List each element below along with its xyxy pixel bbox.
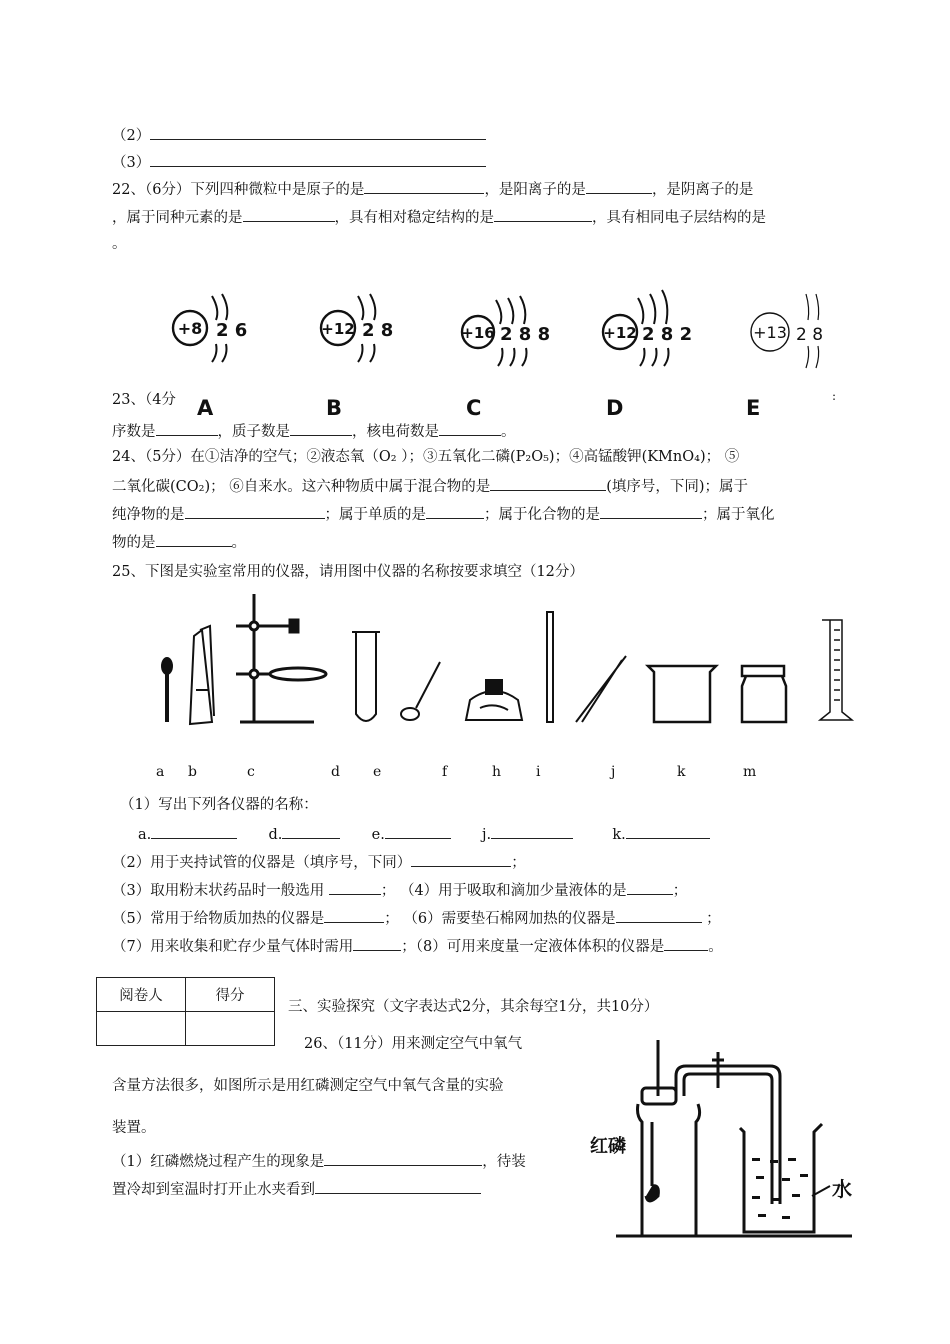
answer-blank[interactable] xyxy=(411,851,511,867)
atom-label-a: A xyxy=(197,396,214,420)
medicine-spoon-drawing xyxy=(401,662,440,720)
q25-sub-2: （2）用于夹持试管的仪器是（填序号，下同） ； xyxy=(112,851,526,873)
q23-line-1: 23、（4分 xyxy=(112,392,176,408)
atom-e-shells: 2 8 xyxy=(796,325,824,345)
answer-blank[interactable] xyxy=(151,823,237,839)
answer-blank[interactable] xyxy=(353,935,401,951)
atom-c-shells: 2 8 8 xyxy=(500,324,551,345)
q22-line-3: 。 xyxy=(112,236,127,252)
answer-blank[interactable] xyxy=(490,475,606,491)
answer-blank[interactable] xyxy=(324,1150,482,1166)
alcohol-lamp-drawing xyxy=(466,680,522,720)
instrument-label-i: i xyxy=(536,764,541,780)
stray-mark: : xyxy=(832,389,837,403)
answer-blank[interactable] xyxy=(282,823,340,839)
answer-blank[interactable] xyxy=(150,151,486,167)
q21-line-2: （2） xyxy=(112,124,486,146)
instrument-label-m: m xyxy=(743,764,757,780)
answer-blank[interactable] xyxy=(626,823,710,839)
atom-b-nucleus: +12 xyxy=(321,320,355,338)
q21-line-3: （3） xyxy=(112,151,486,173)
answer-blank[interactable] xyxy=(243,206,335,222)
q26-line-5: 置冷却到室温时打开止水夹看到 xyxy=(112,1178,481,1200)
score-cell[interactable] xyxy=(186,1012,275,1046)
answer-blank[interactable] xyxy=(364,178,484,194)
answer-blank[interactable] xyxy=(586,178,652,194)
atom-d-nucleus: +12 xyxy=(603,324,637,342)
q26-line-3: 装置。 xyxy=(112,1120,156,1136)
gas-collecting-bottle-drawing xyxy=(742,666,786,722)
atom-label-d: D xyxy=(606,396,624,420)
atom-a-nucleus: +8 xyxy=(177,319,203,338)
instrument-label-k: k xyxy=(677,764,686,780)
atom-c-drawing xyxy=(460,290,560,370)
atom-b-shells: 2 8 xyxy=(362,320,394,341)
instrument-label-f: f xyxy=(442,764,448,780)
answer-blank[interactable] xyxy=(600,503,702,519)
answer-blank[interactable] xyxy=(329,879,381,895)
atom-a-shells: 2 6 xyxy=(216,320,248,341)
answer-blank[interactable] xyxy=(439,420,501,436)
beaker-drawing xyxy=(648,666,716,722)
q22-line-1: 22、（6分）下列四种微粒中是原子的是 ，是阳离子的是 ，是阴离子的是 xyxy=(112,178,753,200)
q24-line-4: 物的是 。 xyxy=(112,531,246,553)
atom-diagram-c xyxy=(460,290,560,370)
red-phosphorus-apparatus xyxy=(586,1036,858,1246)
q25-sub-1: （1）写出下列各仪器的名称： xyxy=(120,797,318,813)
answer-blank[interactable] xyxy=(290,420,352,436)
q24-line-3: 纯净物的是 ；属于单质的是 ；属于化合物的是 ；属于氧化 xyxy=(112,503,775,525)
answer-blank[interactable] xyxy=(324,907,384,923)
instrument-label-a: a xyxy=(156,764,165,780)
lab-instruments-figure xyxy=(150,590,880,730)
atom-b-drawing xyxy=(318,290,398,370)
dropper-drawing xyxy=(162,658,172,722)
answer-blank[interactable] xyxy=(494,206,592,222)
q24-line-2: 二氧化碳(CO₂)； ⑥自来水。这六种物质中属于混合物的是 (填序号，下同)；属于 xyxy=(112,475,748,497)
reviewer-header: 阅卷人 xyxy=(97,978,186,1012)
instrument-label-e: e xyxy=(373,764,382,780)
test-tube-clamp-drawing xyxy=(190,626,214,724)
instrument-label-h: h xyxy=(492,764,502,780)
atom-diagram-e xyxy=(750,288,840,372)
label-red-phosphorus: 红磷 xyxy=(590,1136,626,1157)
instrument-label-c: c xyxy=(247,764,255,780)
label-water: 水 xyxy=(832,1177,852,1201)
glass-rod-drawing xyxy=(547,612,553,722)
graduated-cylinder-drawing xyxy=(820,620,852,720)
atom-e-nucleus: +13 xyxy=(753,323,787,342)
iron-stand-drawing xyxy=(236,594,326,722)
answer-blank[interactable] xyxy=(385,823,451,839)
tweezers-drawing xyxy=(576,656,626,722)
atom-label-b: B xyxy=(326,396,343,420)
q25-title: 25、下图是实验室常用的仪器，请用图中仪器的名称按要求填空（12分） xyxy=(112,564,584,580)
answer-blank[interactable] xyxy=(664,935,708,951)
q24-line-1: 24、（5分）在①洁净的空气；②液态氧（O₂ ）；③五氧化二磷(P₂O₅)；④高锰酸钾(KMnO₄)； ⑤ xyxy=(112,449,740,465)
answer-blank[interactable] xyxy=(315,1178,481,1194)
q25-names-line: a. d. e. j. k. xyxy=(138,823,710,845)
q23-line-2: 序数是 ，质子数是 ，核电荷数是 。 xyxy=(112,420,516,442)
q25-sub-3-4: （3）取用粉末状药品时一般选用 ； （4）用于吸取和滴加少量液体的是 ； xyxy=(112,879,687,901)
answer-blank[interactable] xyxy=(150,124,486,140)
instrument-label-b: b xyxy=(188,764,197,780)
q25-sub-7-8: （7）用来收集和贮存少量气体时需用 ；（8）可用来度量一定液体体积的仪器是 。 xyxy=(112,935,723,957)
reviewer-cell[interactable] xyxy=(97,1012,186,1046)
apparatus-drawing xyxy=(616,1040,852,1236)
answer-blank[interactable] xyxy=(156,420,218,436)
q26-line-4: （1）红磷燃烧过程产生的现象是 ，待装 xyxy=(112,1150,526,1172)
q22-line-2: ，属于同种元素的是 ，具有相对稳定结构的是 ，具有相同电子层结构的是 xyxy=(112,206,766,228)
atom-label-e: E xyxy=(746,396,761,420)
test-tube-drawing xyxy=(352,632,380,721)
atom-d-shells: 2 8 2 xyxy=(642,324,693,345)
atom-e-drawing xyxy=(750,288,840,372)
instrument-label-j: j xyxy=(611,764,616,780)
q26-line-1: 26、（11分）用来测定空气中氧气 xyxy=(304,1036,523,1052)
atom-d-drawing xyxy=(600,284,700,370)
atom-a-drawing xyxy=(168,290,248,370)
q26-line-2: 含量方法很多，如图所示是用红磷测定空气中氧气含量的实验 xyxy=(112,1078,504,1094)
answer-blank[interactable] xyxy=(627,879,673,895)
atom-label-c: C xyxy=(466,396,482,420)
answer-blank[interactable] xyxy=(185,503,325,519)
score-header: 得分 xyxy=(186,978,275,1012)
atom-diagram-d xyxy=(600,284,700,370)
answer-blank[interactable] xyxy=(616,907,702,923)
section-3-title: 三、实验探究（文字表达式2分，其余每空1分，共10分） xyxy=(288,999,659,1015)
atom-c-nucleus: +16 xyxy=(461,324,495,342)
answer-blank[interactable] xyxy=(491,823,573,839)
atom-diagram-a xyxy=(168,290,248,370)
score-table xyxy=(96,977,275,1046)
atom-diagram-b xyxy=(318,290,398,370)
instrument-label-d: d xyxy=(331,764,340,780)
answer-blank[interactable] xyxy=(156,531,232,547)
answer-blank[interactable] xyxy=(426,503,484,519)
q25-sub-5-6: （5）常用于给物质加热的仪器是 ； （6）需要垫石棉网加热的仪器是 ； xyxy=(112,907,721,929)
